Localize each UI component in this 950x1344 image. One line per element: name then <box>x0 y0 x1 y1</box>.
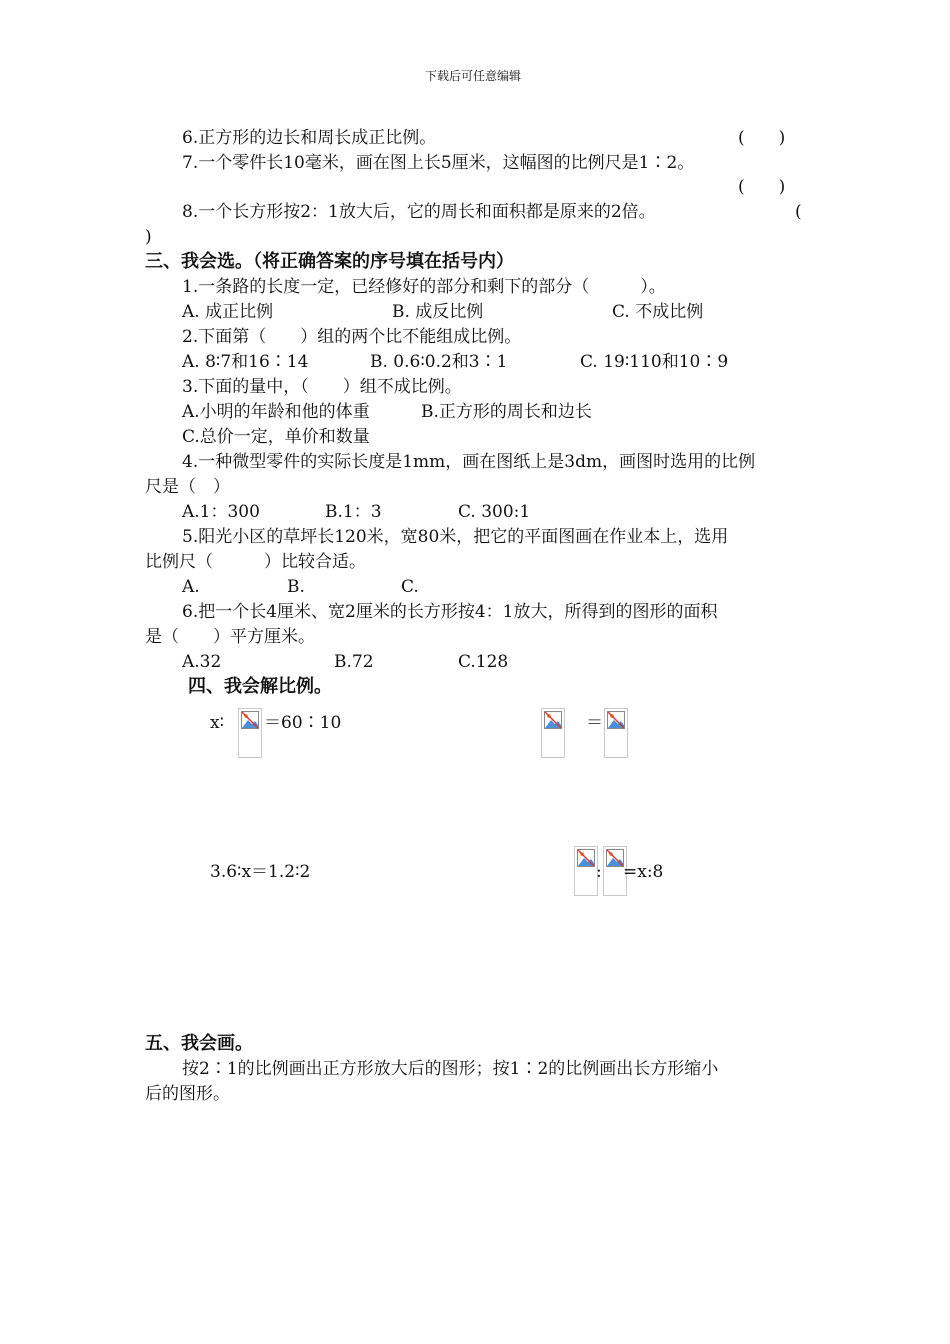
choice-q4-a: A.1：300 <box>182 502 260 522</box>
choice-q4-line1: 4.一种微型零件的实际长度是1mm，画在图纸上是3dm，画图时选用的比例 <box>182 452 756 472</box>
broken-image-icon <box>238 708 262 758</box>
choice-q5-b: B. <box>287 577 305 597</box>
draw-instruction-line2: 后的图形。 <box>145 1084 230 1104</box>
choice-q5-line2: 比例尺（ ）比较合适。 <box>145 552 366 572</box>
equation2-equals: ＝ <box>586 713 603 733</box>
choice-q5-c: C. <box>401 577 419 597</box>
choice-q2-a: A. 8∶7和16∶14 <box>182 352 309 372</box>
choice-q1-b: B. 成反比例 <box>392 302 484 322</box>
choice-q1: 1.一条路的长度一定，已经修好的部分和剩下的部分（ ）。 <box>182 277 666 297</box>
broken-image-icon <box>541 708 565 758</box>
judge-q6: 6.正方形的边长和周长成正比例。 <box>182 128 437 148</box>
choice-q1-a: A. 成正比例 <box>182 302 274 322</box>
equation1-prefix: x∶ <box>210 713 225 733</box>
section5-title: 五、我会画。 <box>145 1033 253 1054</box>
choice-q6-c: C.128 <box>458 652 509 672</box>
choice-q3: 3.下面的量中，（ ）组不成比例。 <box>182 377 462 397</box>
choice-q6-line1: 6.把一个长4厘米、宽2厘米的长方形按4：1放大，所得到的图形的面积 <box>182 602 718 622</box>
section3-title: 三、我会选。（将正确答案的序号填在括号内） <box>145 251 514 272</box>
choice-q3-a: A.小明的年龄和他的体重 <box>182 402 370 422</box>
choice-q2-b: B. 0.6∶0.2和3∶1 <box>370 352 508 372</box>
choice-q4-b: B.1：3 <box>325 502 382 522</box>
choice-q6-line2: 是（ ）平方厘米。 <box>145 627 315 647</box>
judge-q7: 7.一个零件长10毫米，画在图上长5厘米，这幅图的比例尺是1∶2。 <box>182 153 695 173</box>
broken-image-icon <box>574 846 598 896</box>
choice-q3-c: C.总价一定，单价和数量 <box>182 427 370 447</box>
equation3: 3.6∶x＝1.2∶2 <box>210 862 311 882</box>
equation4-colon: : <box>596 862 602 882</box>
broken-image-icon <box>604 708 628 758</box>
choice-q2-c: C. 19∶110和10∶9 <box>580 352 729 372</box>
section4-title: 四、我会解比例。 <box>188 676 332 697</box>
judge-q8-bracket-close: ) <box>145 227 152 247</box>
draw-instruction-line1: 按2∶1的比例画出正方形放大后的图形；按1∶2的比例画出长方形缩小 <box>182 1059 719 1079</box>
judge-q6-bracket: ( ) <box>738 128 786 148</box>
choice-q6-a: A.32 <box>182 652 222 672</box>
choice-q6-b: B.72 <box>334 652 374 672</box>
choice-q4-line2: 尺是（ ） <box>145 477 230 497</box>
choice-q4-c: C. 300:1 <box>458 502 531 522</box>
choice-q2: 2.下面第（ ）组的两个比不能组成比例。 <box>182 327 522 347</box>
judge-q7-bracket: ( ) <box>738 177 786 197</box>
equation4-suffix: =x:8 <box>623 862 664 882</box>
choice-q5-a: A. <box>182 577 200 597</box>
page-header: 下载后可任意编辑 <box>425 69 522 83</box>
judge-q8-bracket-open: ( <box>795 202 802 222</box>
choice-q1-c: C. 不成比例 <box>612 302 704 322</box>
choice-q3-b: B.正方形的周长和边长 <box>421 402 592 422</box>
equation1-suffix: ＝60∶10 <box>264 713 342 733</box>
judge-q8: 8.一个长方形按2：1放大后，它的周长和面积都是原来的2倍。 <box>182 202 656 222</box>
choice-q5-line1: 5.阳光小区的草坪长120米，宽80米，把它的平面图画在作业本上，选用 <box>182 527 729 547</box>
